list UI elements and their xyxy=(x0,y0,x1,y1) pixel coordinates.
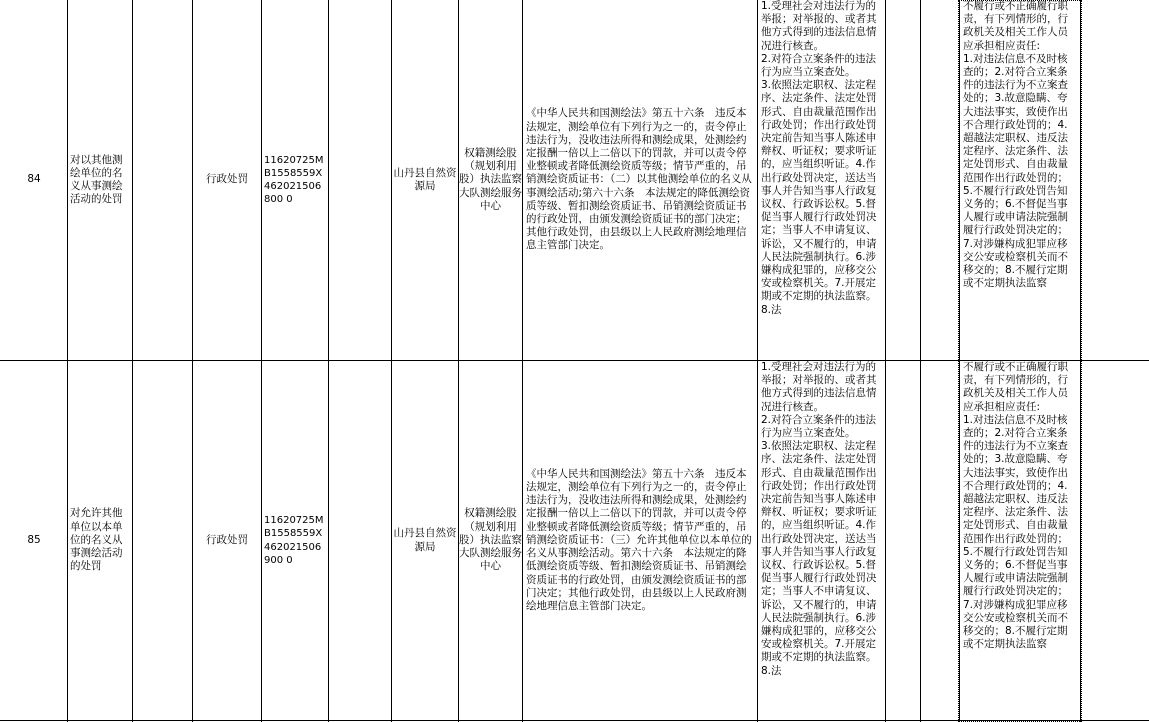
empty-cell xyxy=(329,0,391,360)
empty-cell xyxy=(886,361,920,720)
grid-line xyxy=(0,720,1149,721)
code-cell xyxy=(262,0,328,360)
category-cell xyxy=(193,0,261,360)
check-duties-cell xyxy=(758,361,885,720)
empty-cell xyxy=(1081,0,1149,360)
item-category: 行政处罚 xyxy=(206,173,248,186)
basis-cell xyxy=(523,361,757,720)
accountability: 不履行或不正确履行职责，有下列情形的，行政机关及相关工作人员应承担相应责任: 1.对违法信息不及时核查的；2.对符合立案条件的违法行为不立案查处的；3.故意隐瞒、夸大违法事实，致使作出不合理行政处罚的；4.超越法定职权、违反法定程序、法定条件、法定处罚形式、自由裁量范围作出行政处罚的；5.不履行行政处罚告知义务的；6.不督促当事人履行或申请法院强制履行行政处罚决定的；7.对涉嫌构成犯罪应移交公安或检察机关而不移交的；8.不履行定期或不定期执法监察 xyxy=(963,361,1068,651)
code-cell xyxy=(262,361,328,720)
check-duties-cell xyxy=(758,0,885,360)
accountability: 不履行或不正确履行职责，有下列情形的，行政机关及相关工作人员应承担相应责任: 1.对违法信息不及时核查的；2.对符合立案条件的违法行为不立案查处的；3.故意隐瞒、夸大违法事实，致使作出不合理行政处罚的；4.超越法定职权、违反法定程序、法定条件、法定处罚形式、自由裁量范围作出行政处罚的；5.不履行行政处罚告知义务的；6.不督促当事人履行或申请法院强制履行行政处罚决定的；7.对涉嫌构成犯罪应移交公安或检察机关而不移交的；8.不履行定期或不定期执法监察 xyxy=(963,0,1068,290)
table-row[interactable] xyxy=(0,361,1149,720)
row-index-cell xyxy=(1,361,67,720)
empty-cell xyxy=(1081,361,1149,720)
empty-cell xyxy=(886,0,920,360)
item-category: 行政处罚 xyxy=(206,533,248,546)
item-name-cell xyxy=(68,361,132,720)
legal-basis: 《中华人民共和国测绘法》第五十六条 违反本法规定，测绘单位有下列行为之一的，责令停止违法行为，没收违法所得和测绘成果，处测绘约定报酬一倍以上二倍以下的罚款，并可以责令停业整顿或者降低测绘资质等级；情节严重的，吊销测绘资质证书：（三）允许其他单位以本单位的名义从事测绘活动。第六十六条 本法规定的降低测绘资质等级、暂扣测绘资质证书、吊销测绘资质证书的行政处罚，由颁发测绘资质证书的部门决定；其他行政处罚，由县级以上人民政府测绘地理信息主管部门决定。 xyxy=(526,467,752,612)
category-cell xyxy=(193,361,261,720)
responsible-dept: 权籍测绘股（规划利用股）执法监察大队测绘服务中心 xyxy=(459,507,522,573)
item-name: 对允许其他单位以本单位的名义从事测绘活动的处罚 xyxy=(70,507,123,573)
row-index: 85 xyxy=(27,533,41,546)
empty-cell xyxy=(921,361,959,720)
empty-cell xyxy=(133,361,192,720)
org-cell xyxy=(392,361,458,720)
responsible-org: 山丹县自然资源局 xyxy=(393,166,457,192)
basis-cell xyxy=(523,0,757,360)
check-duties: 1.受理社会对违法行为的举报；对举报的、或者其他方式得到的违法信息情况进行核查。 2.对符合立案条件的违法行为应当立案查处。 3.依照法定职权、法定程序、法定条件、法定处罚形式、自由裁量范围作出行政处罚；作出行政处罚决定前告知当事人陈述申辩权、听证权；要求听证的，应当组织听证。4.作出行政处罚决定，送达当事人并告知当事人行政复议权、行政诉讼权。5.督促当事人履行行政处罚决定；当事人不申请复议、诉讼，又不履行的，申请人民法院强制执行。6.涉嫌构成犯罪的，应移交公安或检察机关。7.开展定期或不定期的执法监察。8.法 xyxy=(761,361,877,677)
table-row[interactable] xyxy=(0,0,1149,360)
empty-cell xyxy=(133,0,192,360)
dept-cell xyxy=(459,361,522,720)
accountability-cell xyxy=(960,0,1080,360)
org-cell xyxy=(392,0,458,360)
empty-cell xyxy=(329,361,391,720)
item-code: 11620725MB1558559X462021506900 0 xyxy=(264,515,324,566)
empty-cell xyxy=(921,0,959,360)
row-index-cell xyxy=(1,0,67,360)
dept-cell xyxy=(459,0,522,360)
accountability-cell xyxy=(960,361,1080,720)
row-index: 84 xyxy=(27,173,41,186)
responsible-org: 山丹县自然资源局 xyxy=(393,527,457,553)
item-name: 对以其他测绘单位的名义从事测绘活动的处罚 xyxy=(70,153,123,206)
item-name-cell xyxy=(68,0,132,360)
responsible-dept: 权籍测绘股（规划利用股）执法监察大队测绘服务中心 xyxy=(459,146,522,212)
item-code: 11620725MB1558559X462021506800 0 xyxy=(264,154,324,206)
check-duties: 1.受理社会对违法行为的举报；对举报的、或者其他方式得到的违法信息情况进行核查。 2.对符合立案条件的违法行为应当立案查处。 3.依照法定职权、法定程序、法定条件、法定处罚形式、自由裁量范围作出行政处罚；作出行政处罚决定前告知当事人陈述申辩权、听证权；要求听证的，应当组织听证。4.作出行政处罚决定，送达当事人并告知当事人行政复议权、行政诉讼权。5.督促当事人履行行政处罚决定；当事人不申请复议、诉讼，又不履行的，申请人民法院强制执行。6.涉嫌构成犯罪的，应移交公安或检察机关。7.开展定期或不定期的执法监察。8.法 xyxy=(761,0,877,316)
legal-basis: 《中华人民共和国测绘法》第五十六条 违反本法规定，测绘单位有下列行为之一的，责令停止违法行为，没收违法所得和测绘成果，处测绘约定报酬一倍以上二倍以下的罚款，并可以责令停业整顿或者降低测绘资质等级；情节严重的，吊销测绘资质证书：（二）以其他测绘单位的名义从事测绘活动;第六十六条 本法规定的降低测绘资质等级、暂扣测绘资质证书、吊销测绘资质证书的行政处罚，由颁发测绘资质证书的部门决定；其他行政处罚，由县级以上人民政府测绘地理信息主管部门决定。 xyxy=(526,107,752,252)
